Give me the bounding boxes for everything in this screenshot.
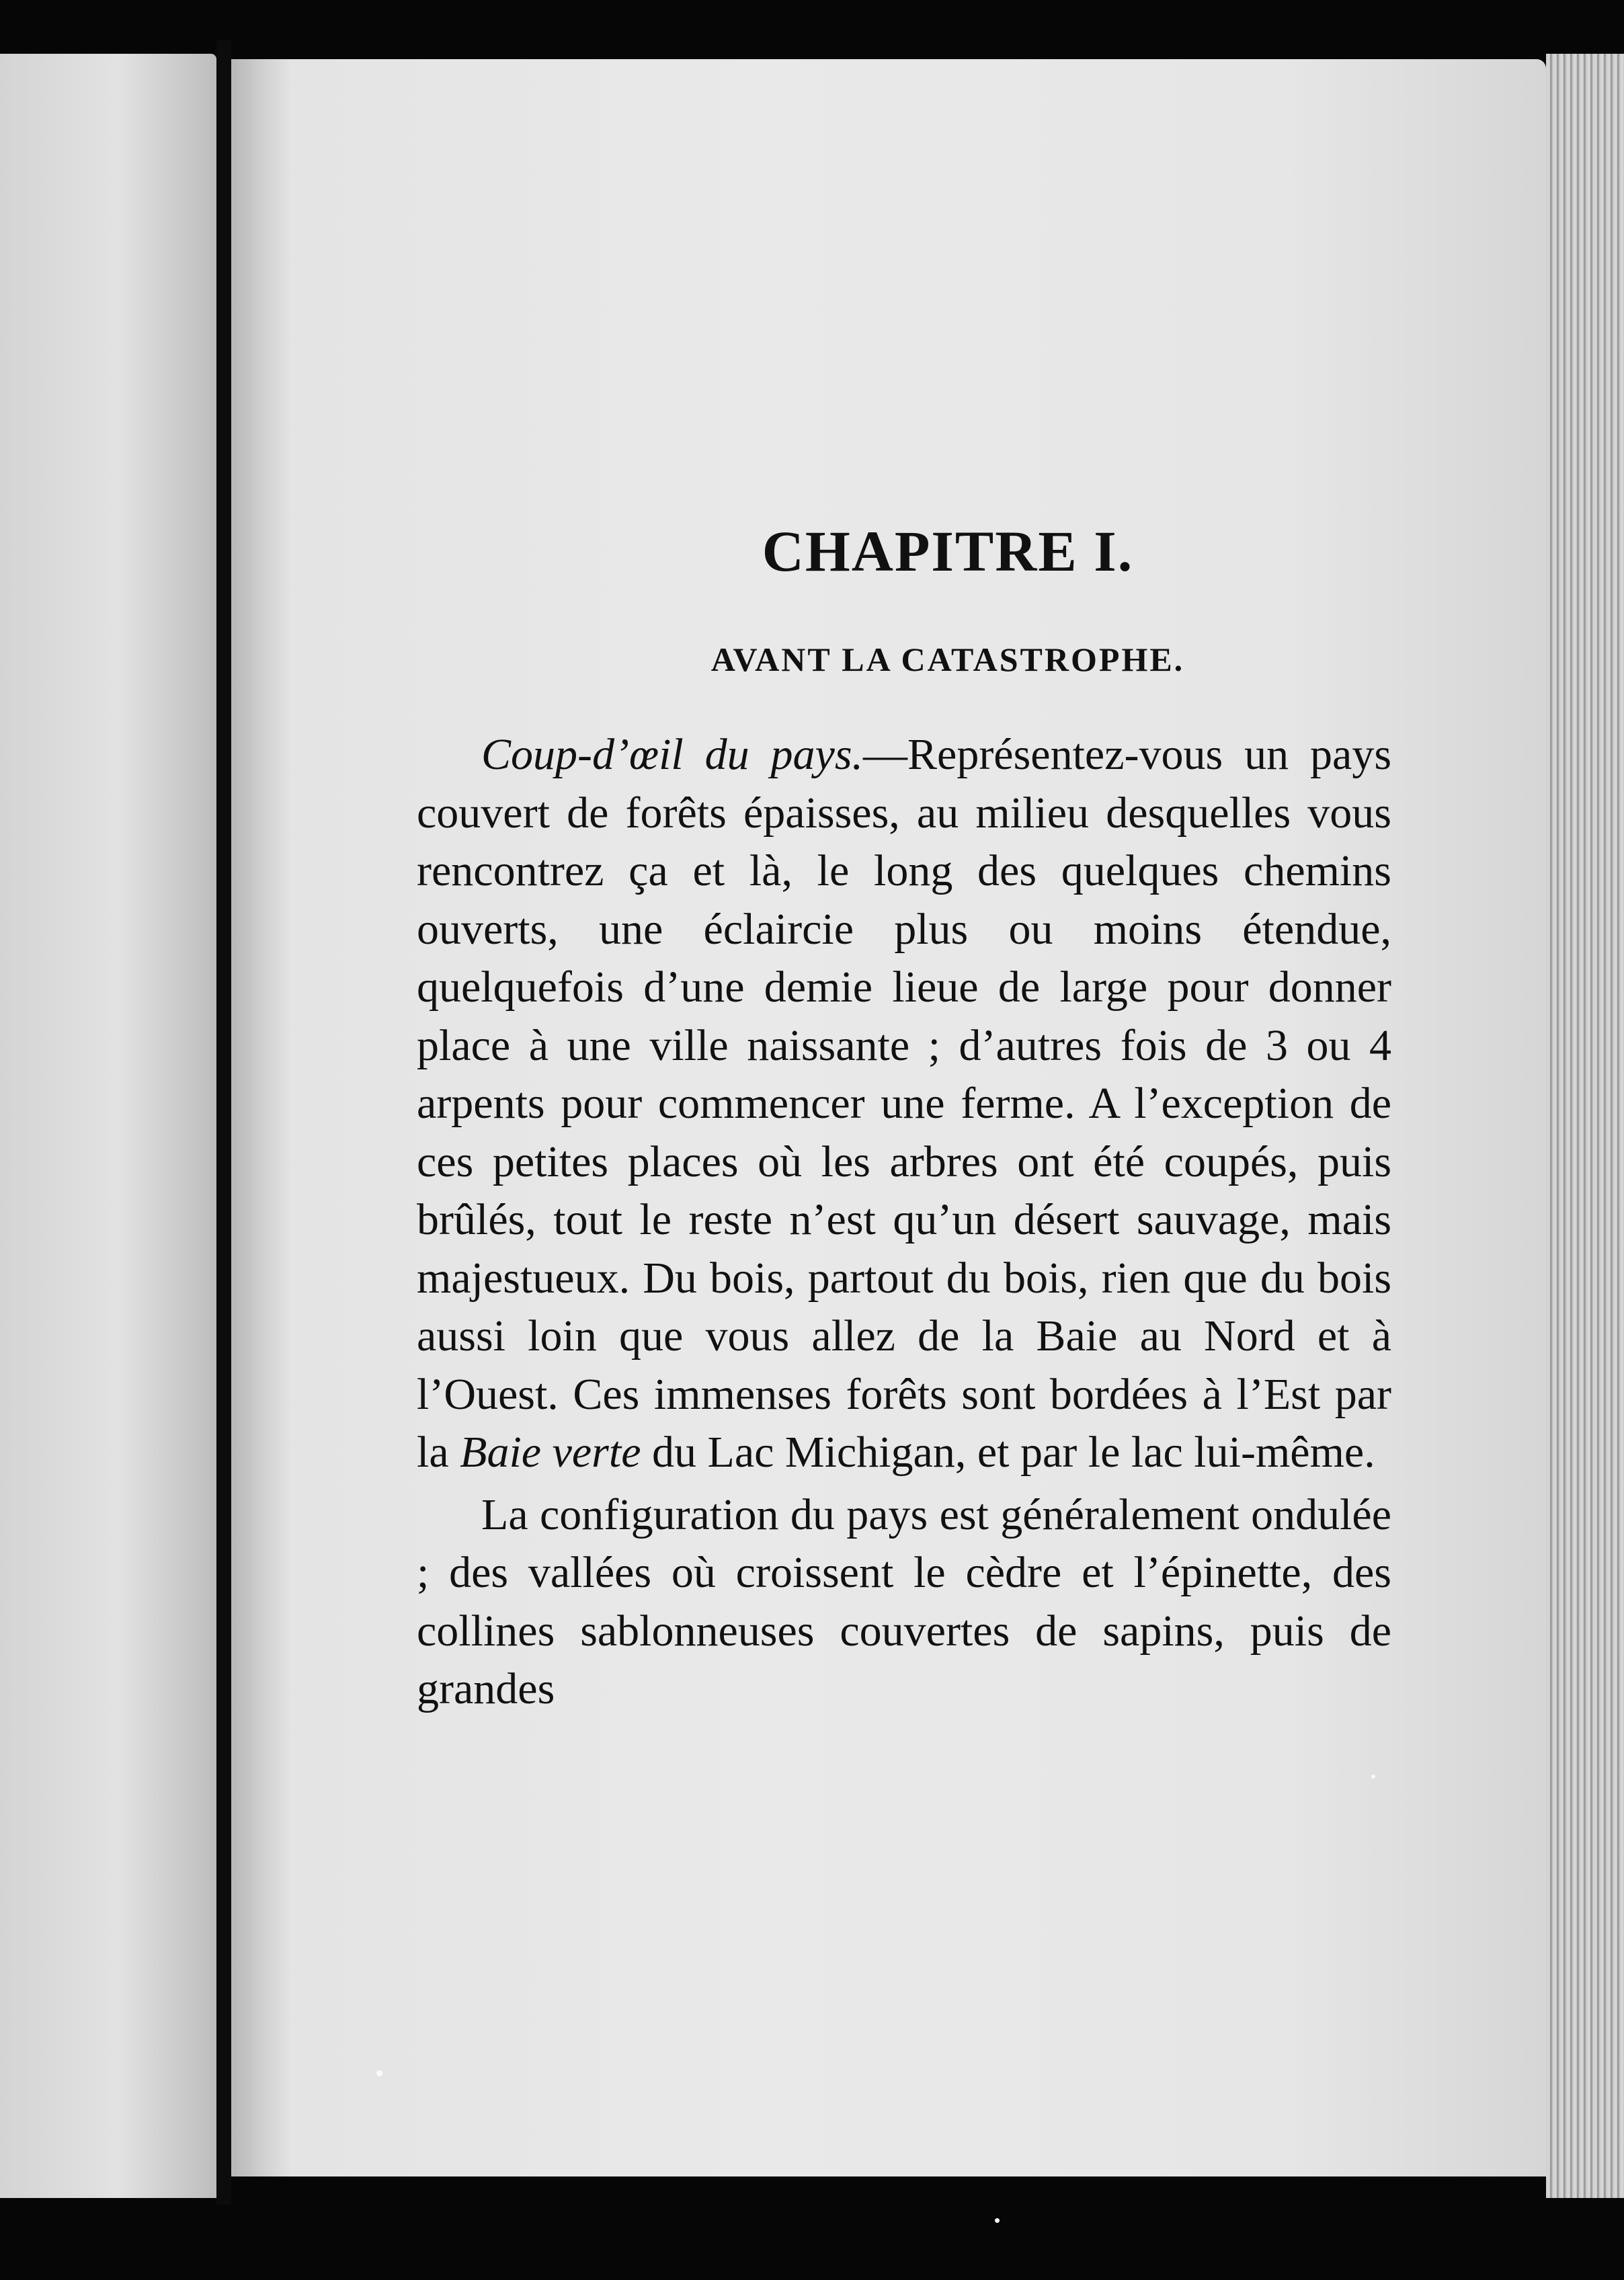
page-fold-shadow <box>231 59 292 2176</box>
scan-speck <box>376 2070 382 2076</box>
section-heading-inline: Coup-d’œil du pays. <box>481 730 864 779</box>
page-content <box>417 518 1391 1719</box>
book-gutter <box>216 40 231 2205</box>
chapter-title: CHAPITRE I. <box>762 519 1134 583</box>
paragraph-text: La configuration du pays est généralement ondulée ; des vallées où croissent le cèdre et l’épinette, des collines sablonneuses couvertes de sapins, puis de grandes <box>417 1490 1391 1713</box>
chapter-subtitle: AVANT LA CATASTROPHE. <box>710 641 1185 678</box>
facing-page <box>0 54 216 2198</box>
paragraph <box>417 1486 1391 1719</box>
place-name-italic: Baie verte <box>460 1428 641 1477</box>
paragraph-text: —Représentez-vous un pays couvert de forêts épaisses, au milieu desquelles vous rencontrez ça et là, le long des quelques chemins ouverts, une éclaircie plus ou moins étendue, quelquefois d’une demie lieue de large pour donner place à une ville naissante ; d’autres fois de 3 ou 4 arpents pour commencer une ferme. A l’exception de ces petites places où les arbres ont été coupés, puis brûlés, tout le reste n’est qu’un désert sauvage, mais majestueux. Du bois, partout du bois, rien que du bois aussi loin que vous allez de la Baie au Nord et à l’Ouest. Ces immenses forêts sont bordées à l’Est par la <box>417 730 1391 1477</box>
paragraph <box>417 726 1391 1482</box>
paragraph-text: du Lac Michigan, et par le lac lui-même. <box>641 1428 1375 1477</box>
scan-speck <box>1371 1775 1375 1779</box>
scan-speck <box>995 2218 1000 2223</box>
page-edges <box>1546 54 1624 2198</box>
